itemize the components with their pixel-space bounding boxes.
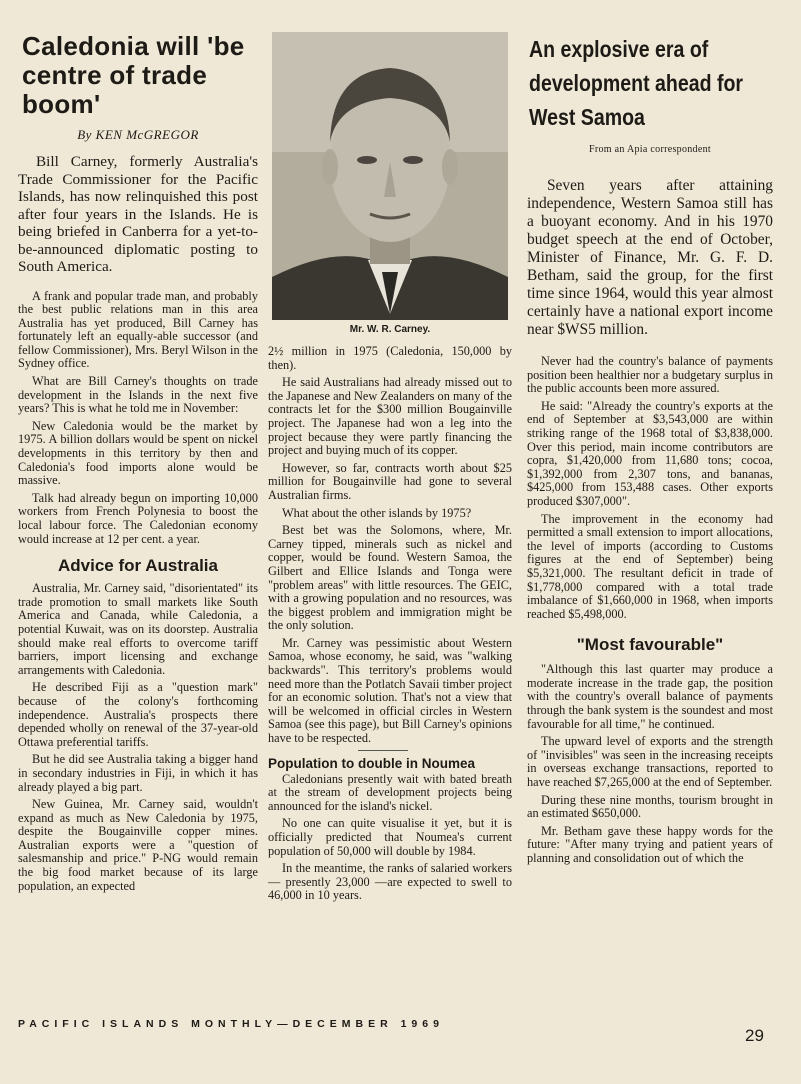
page-number: 29 — [745, 1026, 764, 1045]
article2-paragraph: "Although this last quarter may produce a moderate increase in the trade gap, the position with the country's overall balance of payments through the bank system is the soundest and most favourable for all time," he continued. — [527, 662, 773, 731]
article1-paragraph: Talk had already begun on importing 10,000 workers from French Polynesia to boost the local labour force. The Caledonian economy would increase at 12 per cent. a year. — [18, 490, 258, 546]
article1-lead: Bill Carney, formerly Australia's Trade Commissioner for the Pacific Islands, has now relinquished this post after four years in the Islands. He is being briefed in Canberra for a yet-to-be-announced diplomatic posting to South America. — [18, 153, 258, 275]
article1-headline: Caledonia will 'be centre of trade boom' — [22, 31, 245, 119]
article2-paragraph: Mr. Betham gave these happy words for the future: "After many trying and patient years of planning and consolidation out of which the — [527, 823, 773, 865]
portrait-photo — [272, 32, 508, 320]
article1-paragraph: No one can quite visualise it yet, but it is officially predicted that Noumea's current population of 50,000 will double by 1984. — [268, 816, 512, 858]
article1-byline: By KEN McGREGOR — [77, 127, 199, 142]
article2-headline: An explosive era of development ahead for West Samoa — [529, 36, 744, 130]
article2-paragraph: Never had the country's balance of payments position been healthier nor a budgetary surplus in the public accounts been more assured. — [527, 354, 773, 396]
article1-paragraph: However, so far, contracts worth about $25 million for Bougainville had gone to several Australian firms. — [268, 460, 512, 502]
article1-paragraph: He described Fiji as a "question mark" because of the colony's forthcoming independence. Australia's prospects there depended wholly on renewal of the 37-year-old Ottawa preferential tariffs. — [18, 680, 258, 749]
article1-paragraph: Best bet was the Solomons, where, Mr. Carney tipped, minerals such as nickel and copper, would be found. Western Samoa, the Gilbert and Ellice Islands and Tonga were "problem areas" with little resources. The GEIC, with a growing population and no resources, was the biggest problem and immigration might be the only solution. — [268, 523, 512, 633]
article1-paragraph: Australia, Mr. Carney said, "disorientated" its trade promotion to small markets like South America and Canada, while Caledonia, a potential Kuwait, was on its doorstep. Australia should make real efforts to overcome tariff barriers, import licensing and exchange arrangements with Caledonia. — [18, 581, 258, 677]
article1-paragraph: In the meantime, the ranks of salaried workers — presently 23,000 —are expected to swell to 46,000 in 10 years. — [268, 861, 512, 903]
article1-paragraph: Mr. Carney was pessimistic about Western Samoa, whose economy, he said, was "walking backwards". This territory's problems would need more than the Potlatch Savaii timber project for an economic solution. That's not a view that will be welcomed in official circles in Western Samoa (see this page), but Bill Carney's opinions have to be respected. — [268, 635, 512, 746]
article1-paragraph: He said Australians had already missed out to the Japanese and New Zealanders on many of the contracts let for the $300 million Bougainville project. The Japanese had won a leg into the project because they were partly financing the project and buying much of its copper. — [268, 375, 512, 458]
article1-paragraph: What about the other islands by 1975? — [282, 505, 472, 520]
article2-column — [527, 32, 773, 870]
article2-paragraph: During these nine months, tourism brought in an estimated $650,000. — [527, 792, 773, 821]
article1-continued-column — [268, 32, 512, 907]
article1-paragraph: A frank and popular trade man, and probably the best public relations man in this area Australia has yet produced, Bill Carney has fortunately left an equally-able successor (and fellow Commissioner), Mrs. Beryl Wilson in the Sydney office. — [18, 288, 258, 371]
article2-source: From an Apia correspondent — [589, 144, 711, 155]
article1-subhead: Advice for Australia — [58, 556, 218, 576]
article1-paragraph: Caledonians presently wait with bated breath at the stream of development projects being announced for the island's nickel. — [268, 771, 512, 813]
article2-subhead: "Most favourable" — [576, 635, 724, 655]
photo-caption: Mr. W. R. Carney. — [349, 324, 431, 335]
article1-paragraph: What are Bill Carney's thoughts on trade development in the Islands in the next five years? This is what he told me in November: — [18, 374, 258, 416]
article1-paragraph: 2½ million in 1975 (Caledonia, 150,000 by then). — [268, 344, 512, 372]
article1-paragraph: New Caledonia would be the market by 1975. A billion dollars would be spent on nickel developments in this territory by then and Caledonia's food imports alone would be massive. — [18, 418, 258, 488]
article2-paragraph: He said: "Already the country's exports at the end of September at $3,543,000 are within striking range of the 1968 total of $3,838,000. Over this period, main income contributors are copra, $1,420,000 from 11,680 tons; cocoa, $1,392,000 from 2,307 tons, and bananas, $425,000 from 153,488 cases. Other exports produced $307,000". — [527, 398, 773, 508]
article1-column — [18, 32, 258, 897]
article1-paragraph: But he did see Australia taking a bigger hand in secondary industries in Fiji, in which it has already played a big part. — [18, 752, 258, 794]
article2-lead: Seven years after attaining independence, Western Samoa still has a buoyant economy. And in his 1970 budget speech at the end of October, Minister of Finance, Mr. G. F. D. Betham, said the group, for the first time since 1964, would this year almost certainly have a national export income near $WS5 million. — [527, 177, 773, 338]
article1-paragraph: New Guinea, Mr. Carney said, wouldn't expand as much as New Caledonia by 1975, despite the Bougainville copper mines. Australian exports were a "question of salesmanship and price." P-NG would remain the big food market because of its large population, an expected — [18, 797, 258, 893]
article1-subhead-population: Population to double in Noumea — [268, 756, 512, 771]
page-footer: PACIFIC ISLANDS MONTHLY—DECEMBER 1969 — [18, 1018, 444, 1030]
article2-paragraph: The improvement in the economy had permitted a small extension to import allocations, the level of imports (according to Customs figures at the end of September) being $5,321,000. The resultant deficit in trade of $1,778,000 compared with a total trade imbalance of $1,660,000 in 1968, when imports reached $5,498,000. — [527, 511, 773, 621]
article2-paragraph: The upward level of exports and the strength of "invisibles" was seen in the increasing receipts in overseas exchange transactions, reported to have reached $7,265,000 at the end of September. — [527, 734, 773, 790]
